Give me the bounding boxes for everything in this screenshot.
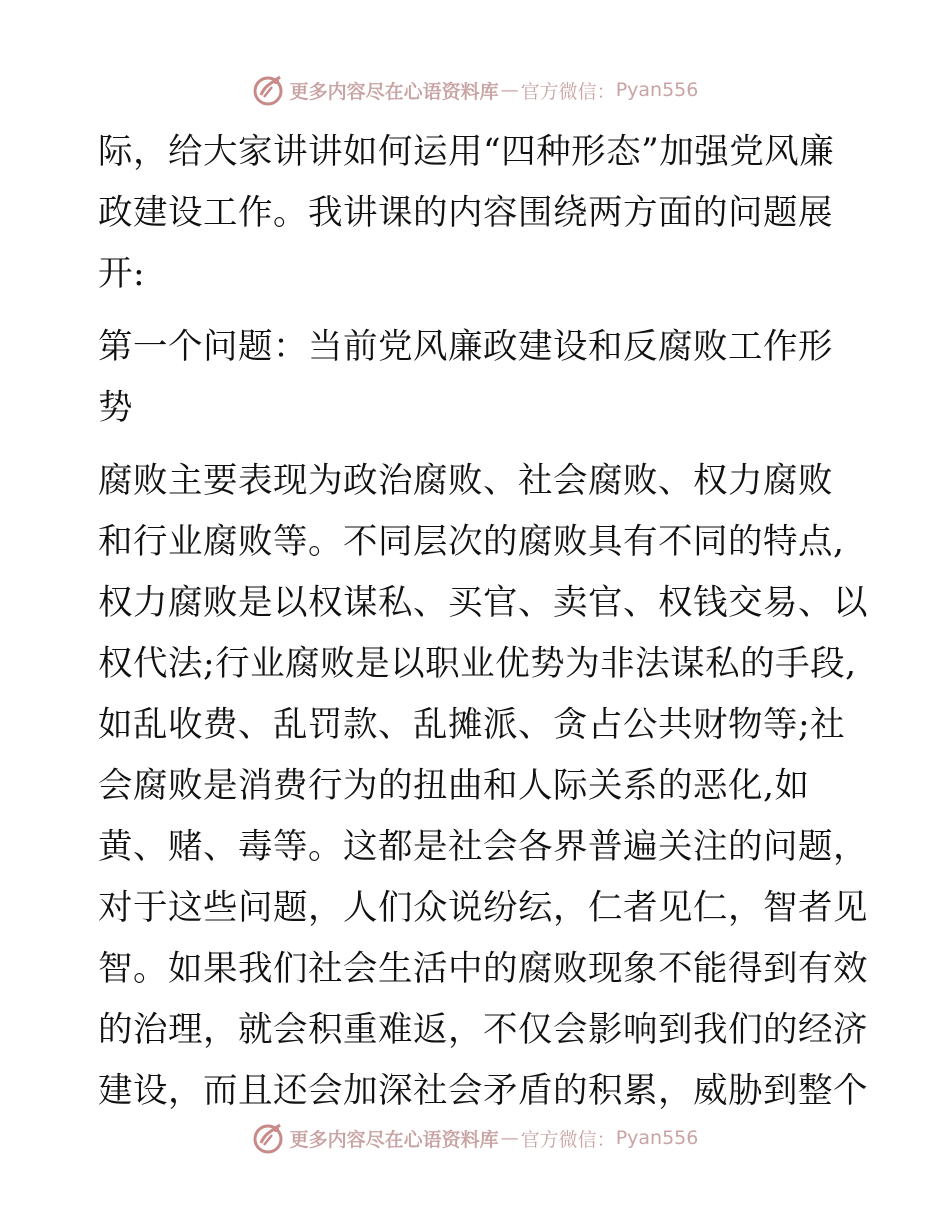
watermark-dash: — [500, 79, 519, 101]
text-line: 的治理，就会积重难返，不仅会影响到我们的经济 [98, 1010, 868, 1050]
section-heading-line: 势 [98, 388, 133, 428]
text-line: 政建设工作。我讲课的内容围绕两方面的问题展 [98, 193, 833, 233]
watermark-account-id: Pyan556 [615, 1127, 699, 1149]
paragraph-body [98, 451, 868, 1122]
watermark-sub-text: 官方微信： [520, 80, 616, 103]
text-line: 会腐败是消费行为的扭曲和人际关系的恶化,如 [98, 766, 810, 806]
text-line: 对于这些问题，人们众说纷纭，仁者见仁，智者见 [98, 888, 868, 928]
text-line: 权代法;行业腐败是以职业优势为非法谋私的手段, [98, 644, 857, 684]
paragraph-intro [98, 122, 858, 305]
watermark-dash: — [500, 1127, 519, 1149]
text-line: 权力腐败是以权谋私、买官、卖官、权钱交易、以 [98, 583, 868, 623]
watermark-main-text: 更多内容尽在心语资料库 [289, 1128, 499, 1151]
text-line: 智。如果我们社会生活中的腐败现象不能得到有效 [98, 949, 868, 989]
watermark-account-id: Pyan556 [615, 79, 699, 101]
text-line: 如乱收费、乱罚款、乱摊派、贪占公共财物等;社 [98, 705, 846, 745]
brand-logo-icon [252, 73, 286, 107]
paragraph-heading [98, 317, 858, 439]
watermark-header [0, 70, 950, 110]
section-heading-line: 第一个问题：当前党风廉政建设和反腐败工作形 [98, 327, 833, 367]
document-body [98, 122, 868, 1122]
text-line: 和行业腐败等。不同层次的腐败具有不同的特点, [98, 522, 845, 562]
text-line: 建设，而且还会加深社会矛盾的积累，威胁到整个 [98, 1071, 868, 1111]
text-line: 际，给大家讲讲如何运用“四种形态”加强党风廉 [98, 132, 835, 172]
text-line: 黄、赌、毒等。这都是社会各界普遍关注的问题， [98, 827, 868, 867]
watermark-sub-text: 官方微信： [520, 1128, 616, 1151]
watermark-footer [0, 1118, 950, 1158]
text-line: 腐败主要表现为政治腐败、社会腐败、权力腐败 [98, 461, 833, 501]
text-line: 开: [98, 254, 146, 294]
brand-logo-icon [252, 1121, 286, 1155]
watermark-main-text: 更多内容尽在心语资料库 [289, 80, 499, 103]
